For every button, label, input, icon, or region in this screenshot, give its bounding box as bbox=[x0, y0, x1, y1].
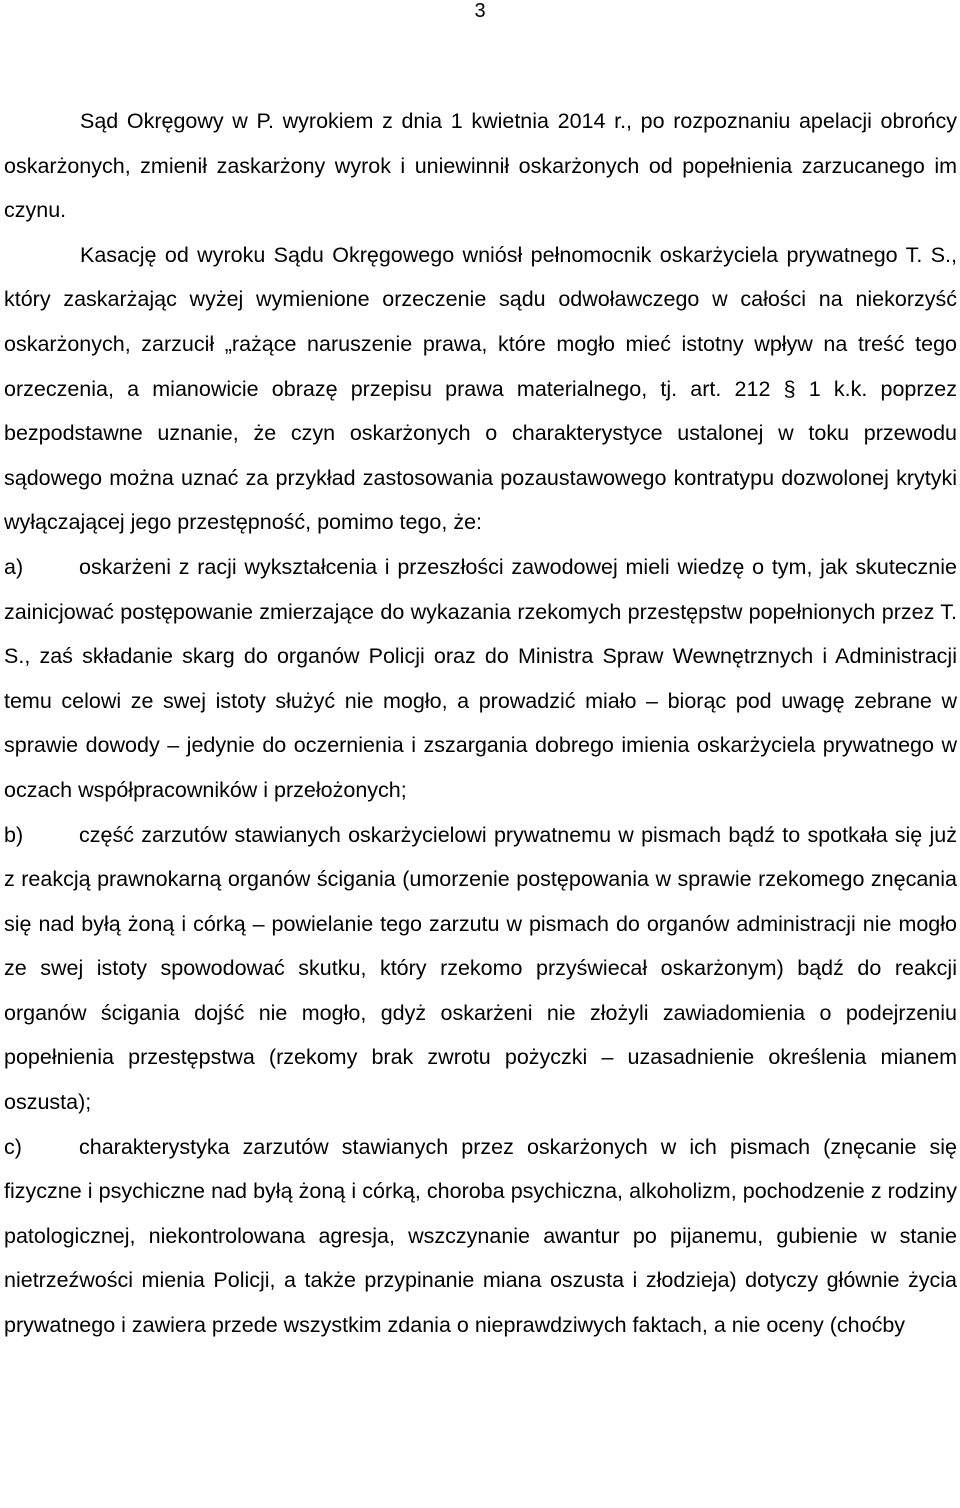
list-marker-b: b) bbox=[4, 822, 24, 847]
list-text-c: charakterystyka zarzutów stawianych przez oskarżonych w ich pismach (znęcanie się fizyczne i psychiczne nad byłą żoną i córką, choroba psychiczna, alkoholizm, pochodzenie z rodziny patologicznej, niekontrolowana agresja, wszczynanie awantur po pijanemu, gubienie w stanie nietrzeźwości mienia Policji, a także przypinanie miana oszusta i złodzieja) dotyczy głównie życia prywatnego i zawiera przede wszystkim zdania o nieprawdziwych faktach, a nie oceny (choćby bbox=[4, 1134, 957, 1338]
page-number: 3 bbox=[474, 0, 486, 22]
list-item-a bbox=[4, 545, 957, 813]
list-text-a: oskarżeni z racji wykształcenia i przeszłości zawodowej mieli wiedzę o tym, jak skutecznie zainicjować postępowanie zmierzające do wykazania rzekomych przestępstw popełnionych przez T. S., zaś składanie skarg do organów Policji oraz do Ministra Spraw Wewnętrznych i Administracji temu celowi ze swej istoty służyć nie mogło, a prowadzić miało – biorąc pod uwagę zebrane w sprawie dowody – jedynie do oczernienia i zszargania dobrego imienia oskarżyciela prywatnego w oczach współpracowników i przełożonych; bbox=[4, 554, 957, 802]
list-text-b: część zarzutów stawianych oskarżycielowi prywatnemu w pismach bądź to spotkała się już z reakcją prawnokarną organów ścigania (umorzenie postępowania w sprawie rzekomego znęcania się nad byłą żoną i córką – powielanie tego zarzutu w pismach do organów administracji nie mogło ze swej istoty spowodować skutku, który rzekomo przyświecał oskarżonym) bądź do reakcji organów ścigania dojść nie mogło, gdyż oskarżeni nie złożyli zawiadomienia o podejrzeniu popełnienia przestępstwa (rzekomy brak zwrotu pożyczki – uzasadnienie określenia mianem oszusta); bbox=[4, 822, 957, 1115]
list-item-c bbox=[4, 1125, 957, 1348]
list-item-b bbox=[4, 813, 957, 1125]
paragraph-judgment: Sąd Okręgowy w P. wyrokiem z dnia 1 kwietnia 2014 r., po rozpoznaniu apelacji obrońcy oskarżonych, zmienił zaskarżony wyrok i uniewinnił oskarżonych od popełnienia zarzucanego im czynu. bbox=[4, 109, 957, 223]
document-body bbox=[4, 99, 957, 1348]
paragraph-cassation: Kasację od wyroku Sądu Okręgowego wniósł pełnomocnik oskarżyciela prywatnego T. S., który zaskarżając wyżej wymienione orzeczenie sądu odwoławczego w całości na niekorzyść oskarżonych, zarzucił „rażące naruszenie prawa, które mogło mieć istotny wpływ na treść tego orzeczenia, a mianowicie obrazę przepisu prawa materialnego, tj. art. 212 § 1 k.k. poprzez bezpodstawne uznanie, że czyn oskarżonych o charakterystyce ustalonej w toku przewodu sądowego można uznać za przykład zastosowania pozaustawowego kontratypu dozwolonej krytyki wyłączającej jego przestępność, pomimo tego, że: bbox=[4, 242, 957, 535]
list-marker-c: c) bbox=[4, 1134, 22, 1159]
list-marker-a: a) bbox=[4, 554, 24, 579]
